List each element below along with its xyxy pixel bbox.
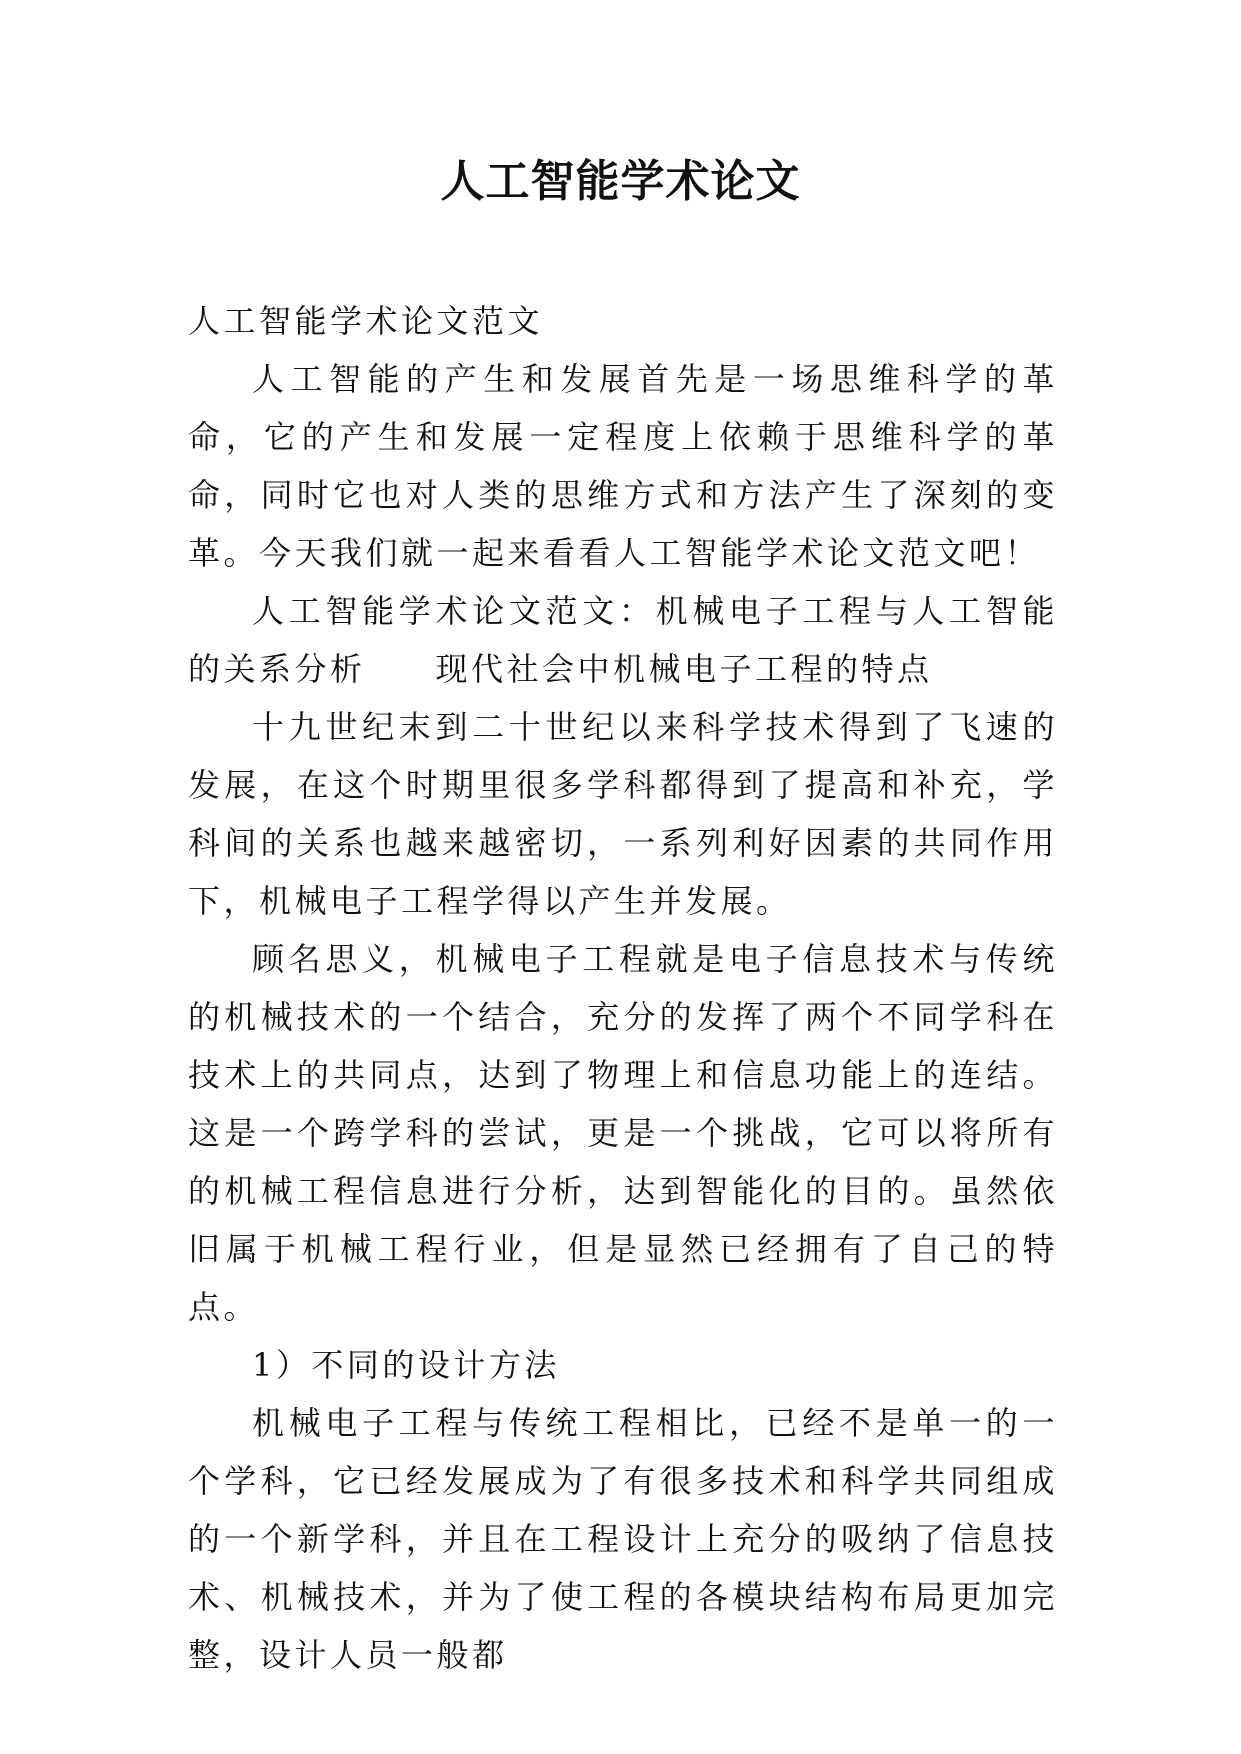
- section-heading: 现代社会中机械电子工程的特点: [435, 650, 933, 688]
- paragraph-definition: 顾名思义，机械电子工程就是电子信息技术与传统的机械技术的一个结合，充分的发挥了两个不同学科在技术上的共同点，达到了物理上和信息功能上的连结。这是一个跨学科的尝试，更是一个挑战，它可以将所有的机械工程信息进行分析，达到智能化的目的。虽然依旧属于机械工程行业，但是显然已经拥有了自己的特点。: [188, 940, 1058, 1326]
- paragraph-history: 十九世纪末到二十世纪以来科学技术得到了飞速的发展，在这个时期里很多学科都得到了提高和补充，学科间的关系也越来越密切，一系列利好因素的共同作用下，机械电子工程学得以产生并发展。: [188, 708, 1058, 920]
- document-body: [188, 292, 1058, 1684]
- paragraph-design-method: 机械电子工程与传统工程相比，已经不是单一的一个学科，它已经发展成为了有很多技术和科学共同组成的一个新学科，并且在工程设计上充分的吸纳了信息技术、机械技术，并为了使工程的各模块结构布局更加完整，设计人员一般都: [188, 1404, 1058, 1674]
- paragraph-subheading-design: 1）不同的设计方法: [252, 1346, 560, 1384]
- paragraph-intro: 人工智能的产生和发展首先是一场思维科学的革命，它的产生和发展一定程度上依赖于思维科学的革命，同时它也对人类的思维方式和方法产生了深刻的变革。今天我们就一起来看看人工智能学术论文范文吧！: [188, 360, 1058, 572]
- article-heading: 人工智能学术论文范文：机械电子工程与人工智能的关系分析: [188, 592, 1058, 688]
- document-title: 人工智能学术论文: [440, 156, 801, 207]
- document-subtitle: 人工智能学术论文范文: [188, 302, 544, 340]
- paragraph-section-heading: [188, 582, 1058, 698]
